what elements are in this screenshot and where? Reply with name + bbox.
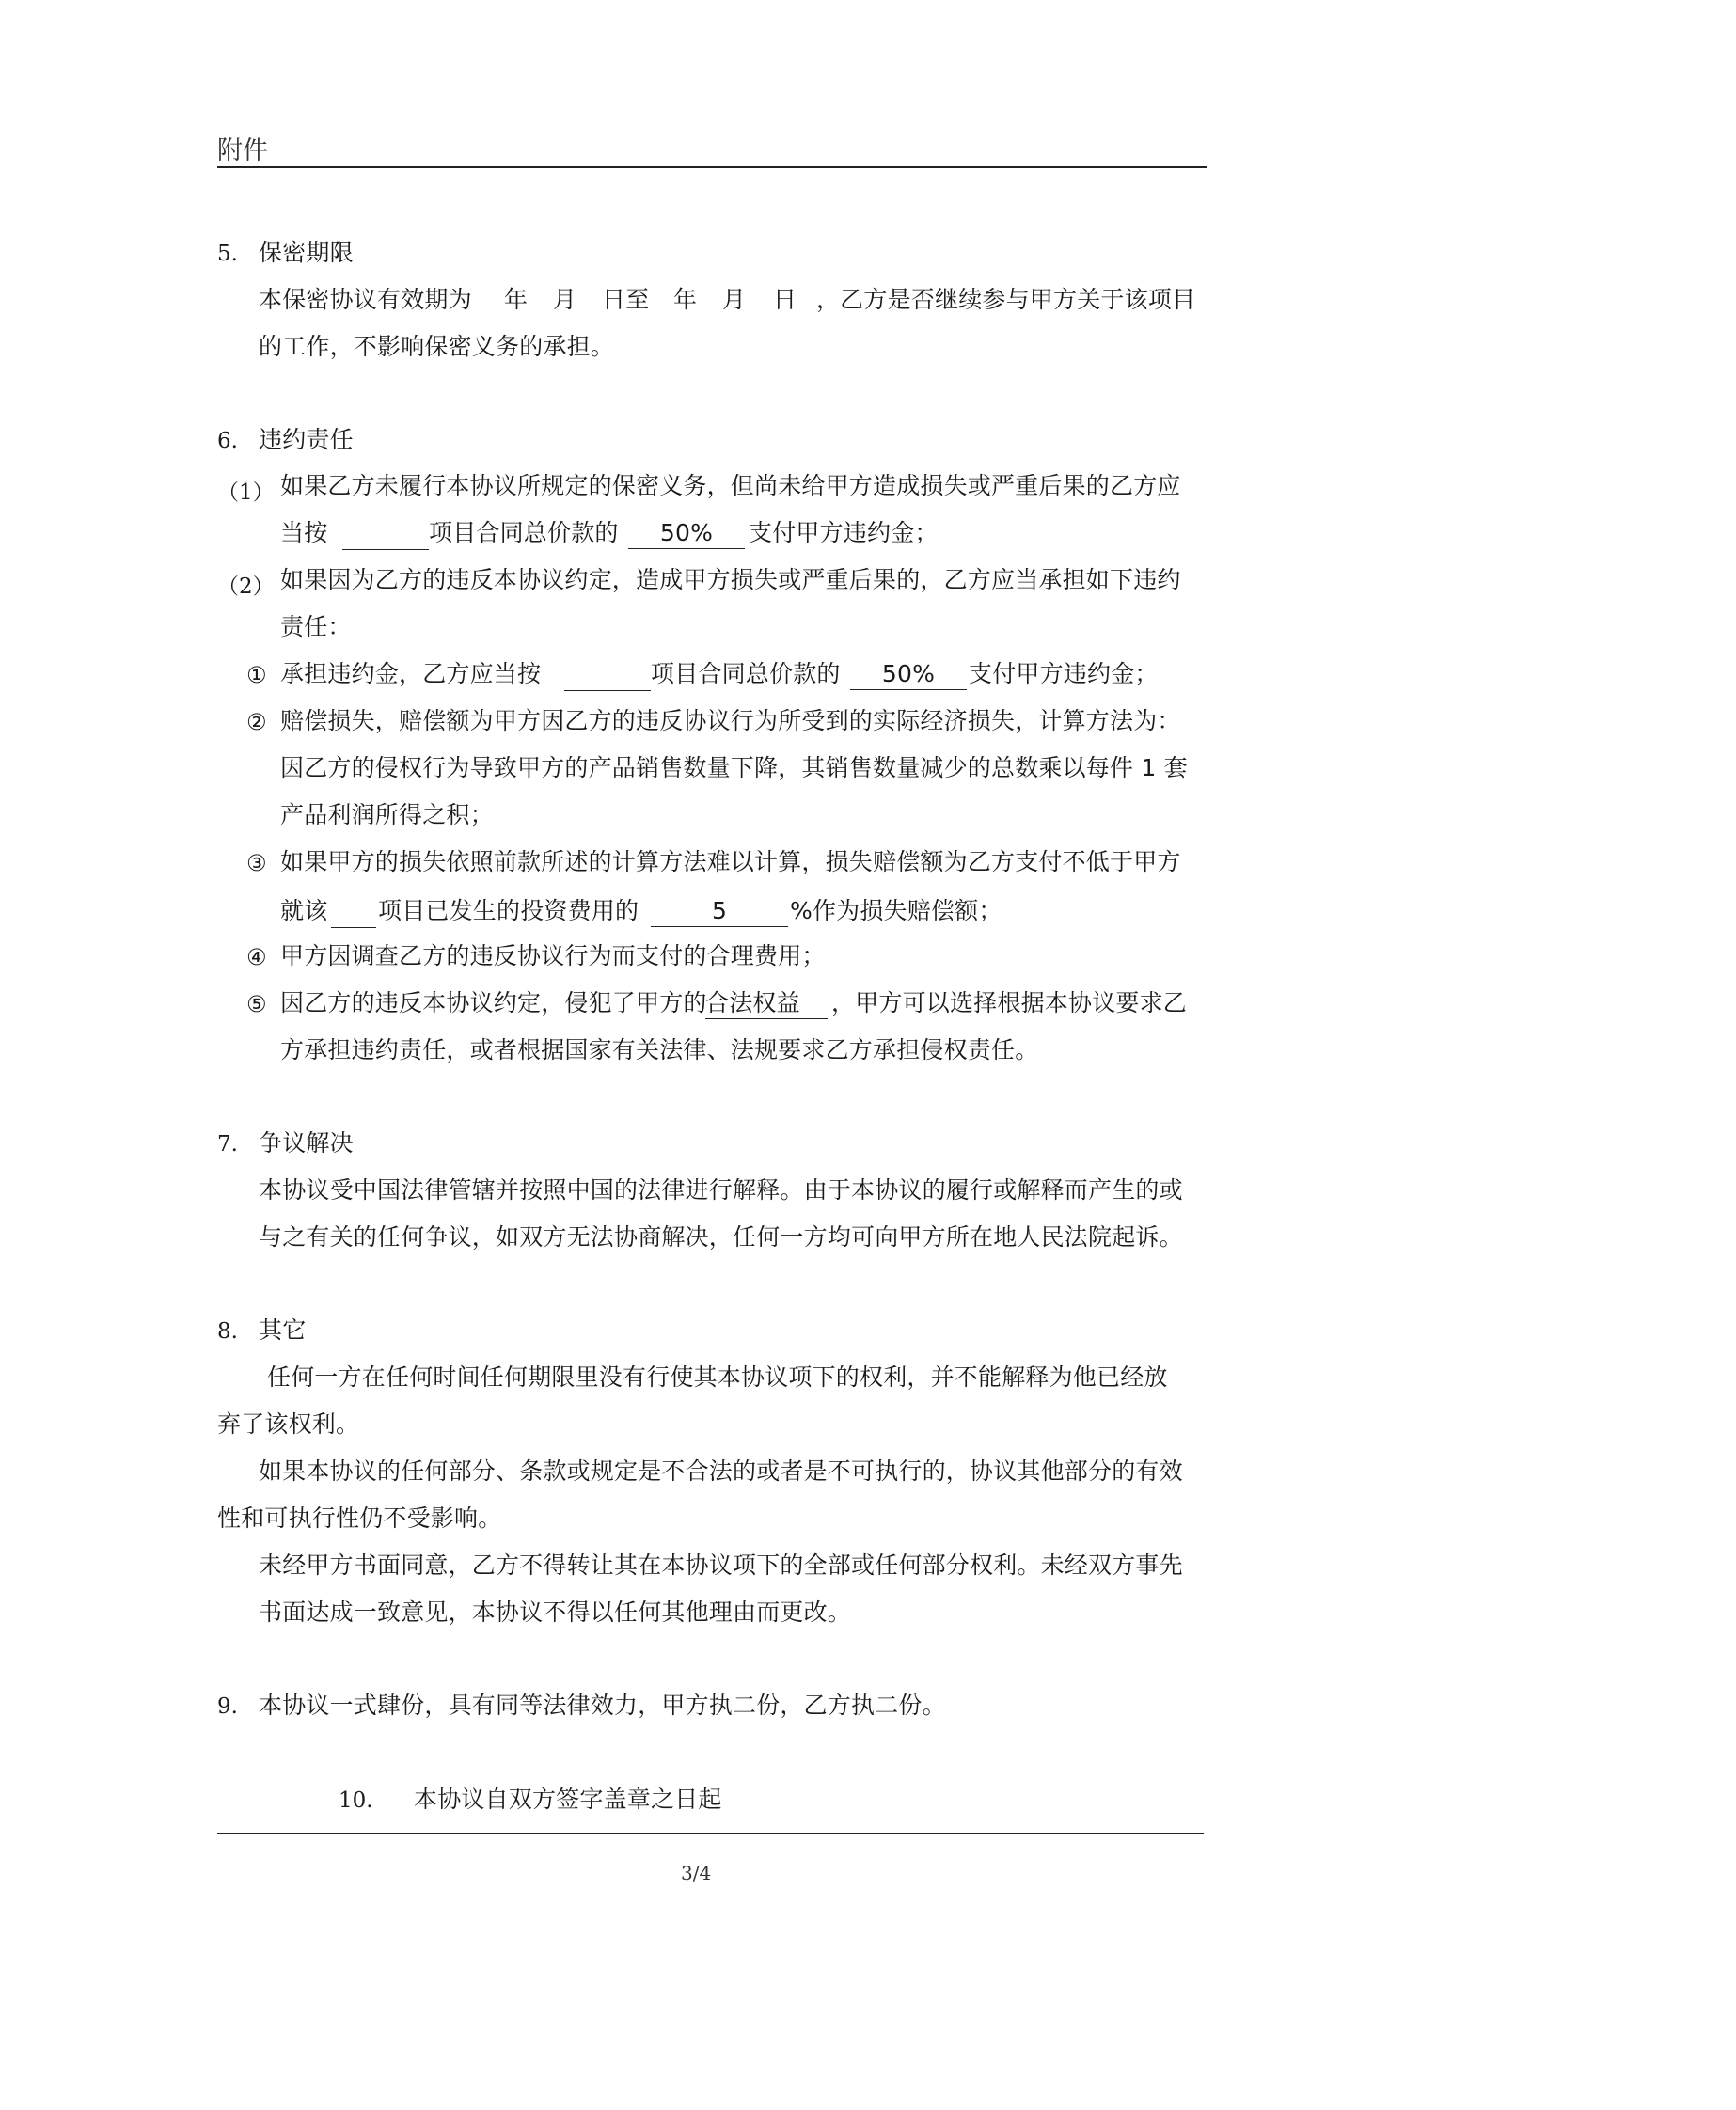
paragraph-text: 任何一方在任何时间任何期限里没有行使其本协议项下的权利，并不能解释为他已经放 <box>267 1363 1168 1391</box>
header-rule <box>217 166 1207 168</box>
blank-field <box>342 519 429 550</box>
paragraph-text: 项目合同总价款的 <box>429 519 619 546</box>
penalty-percent: 50% <box>850 662 967 690</box>
item-number: ⑤ <box>246 991 267 1017</box>
paragraph-text: 就该 <box>280 897 328 924</box>
paragraph-text: 当按 <box>280 519 328 546</box>
section-number: 5. <box>217 242 238 266</box>
paragraph-text: 支付甲方违约金； <box>969 660 1159 687</box>
paragraph-text: 未经甲方书面同意，乙方不得转让其在本协议项下的全部或任何部分权利。未经双方事先 <box>259 1551 1183 1579</box>
paragraph-text: 本协议自双方签字盖章之日起 <box>414 1786 722 1813</box>
item-number: （1） <box>217 480 275 505</box>
section-number: 6. <box>217 429 238 453</box>
section-title: 争议解决 <box>259 1129 354 1157</box>
end-day: 日 <box>773 286 797 313</box>
paragraph-text: 如果乙方未履行本协议所规定的保密义务，但尚未给甲方造成损失或严重后果的乙方应 <box>280 472 1181 499</box>
paragraph-text: 支付甲方违约金； <box>749 519 939 546</box>
paragraph-text: 方承担违约责任，或者根据国家有关法律、法规要求乙方承担侵权责任。 <box>280 1036 1039 1063</box>
paragraph-text: ，甲方可以选择根据本协议要求乙 <box>831 989 1188 1016</box>
item-number: ① <box>246 662 267 688</box>
end-year: 年 <box>673 286 698 313</box>
end-month: 月 <box>722 286 747 313</box>
validity-label: 本保密协议有效期为 <box>259 286 472 313</box>
legal-rights-underlined: 合法权益 <box>705 991 828 1019</box>
section-number: 10. <box>339 1788 373 1813</box>
paragraph-text: 产品利润所得之积； <box>280 801 494 828</box>
paragraph-text: %作为损失赔偿额； <box>790 897 1002 924</box>
paragraph-text: 本协议一式肆份，具有同等法律效力，甲方执二份，乙方执二份。 <box>259 1692 946 1719</box>
section-number: 7. <box>217 1132 238 1157</box>
start-month: 月 <box>553 286 577 313</box>
paragraph-text: 本协议受中国法律管辖并按照中国的法律进行解释。由于本协议的履行或解释而产生的或 <box>259 1176 1183 1204</box>
item-number: ④ <box>246 944 267 970</box>
paragraph-text: 如果因为乙方的违反本协议约定，造成甲方损失或严重后果的，乙方应当承担如下违约 <box>280 566 1181 593</box>
item-number: ② <box>246 709 267 735</box>
section-title: 其它 <box>259 1316 307 1344</box>
investment-percent: 5 <box>651 899 788 927</box>
penalty-percent: 50% <box>628 521 745 549</box>
paragraph-text: 弃了该权利。 <box>217 1410 360 1438</box>
paragraph-text: 责任： <box>280 613 352 640</box>
paragraph-text: 因乙方的违反本协议约定，侵犯了甲方的 <box>280 989 707 1016</box>
section-number: 8. <box>217 1319 238 1344</box>
paragraph-text: 书面达成一致意见，本协议不得以任何其他理由而更改。 <box>259 1598 852 1626</box>
section-number: 9. <box>217 1694 238 1719</box>
footer-rule <box>217 1833 1204 1834</box>
paragraph-text: 如果本协议的任何部分、条款或规定是不合法的或者是不可执行的，协议其他部分的有效 <box>259 1457 1183 1485</box>
start-year: 年 <box>504 286 529 313</box>
paragraph-text: 项目已发生的投资费用的 <box>378 897 639 924</box>
paragraph-text: 项目合同总价款的 <box>651 660 841 687</box>
paragraph-text: 与之有关的任何争议，如双方无法协商解决，任何一方均可向甲方所在地人民法院起诉。 <box>259 1223 1183 1251</box>
paragraph-text: 因乙方的侵权行为导致甲方的产品销售数量下降，其销售数量减少的总数乘以每件 1 套 <box>280 754 1188 781</box>
paragraph-text: 承担违约金，乙方应当按 <box>280 660 542 687</box>
section-title: 保密期限 <box>259 239 354 266</box>
paragraph-text: 如果甲方的损失依照前款所述的计算方法难以计算，损失赔偿额为乙方支付不低于甲方 <box>280 848 1181 875</box>
blank-field <box>331 897 376 928</box>
start-day: 日至 <box>602 286 650 313</box>
blank-field <box>564 660 651 691</box>
header-title: 附件 <box>217 136 268 165</box>
paragraph-text: 赔偿损失，赔偿额为甲方因乙方的违反协议行为所受到的实际经济损失，计算方法为： <box>280 707 1181 734</box>
page-number: 3/4 <box>681 1862 712 1884</box>
item-number: ③ <box>246 850 267 876</box>
item-number: （2） <box>217 575 275 599</box>
section-title: 违约责任 <box>259 426 354 453</box>
paragraph-text: 甲方因调查乙方的违反协议行为而支付的合理费用； <box>280 942 826 969</box>
paragraph-text: ，乙方是否继续参与甲方关于该项目 <box>816 286 1196 313</box>
paragraph-text: 性和可执行性仍不受影响。 <box>217 1504 502 1532</box>
paragraph-text: 的工作，不影响保密义务的承担。 <box>259 333 615 360</box>
